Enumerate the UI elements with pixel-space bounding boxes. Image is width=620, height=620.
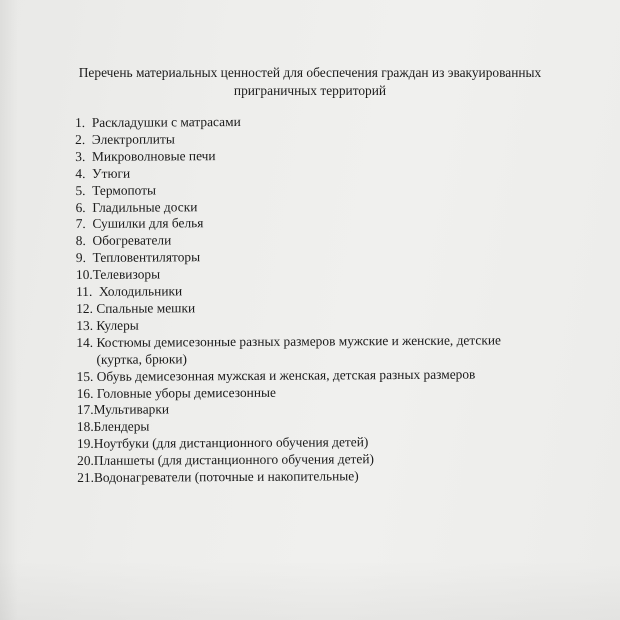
list-item-text: Обогреватели bbox=[92, 232, 172, 249]
list-item-number: 1. bbox=[75, 114, 86, 130]
list-item-continuation: (куртка, брюки) bbox=[96, 351, 187, 367]
list-item-number: 14. bbox=[76, 334, 94, 350]
list-item-text: Кулеры bbox=[96, 317, 139, 333]
list-item-text: Спальные мешки bbox=[96, 300, 196, 316]
list-item-text: Тепловентиляторы bbox=[92, 249, 201, 266]
list-item-text: Термопоты bbox=[92, 182, 157, 198]
list-item-text: Блендеры bbox=[93, 418, 150, 435]
list-item-text: Мультиварки bbox=[93, 401, 170, 418]
list-item-number: 4. bbox=[75, 165, 86, 181]
list-item-text: Микроволновые печи bbox=[91, 147, 216, 164]
list-item-number: 7. bbox=[75, 216, 86, 232]
list-item-number: 17. bbox=[76, 402, 94, 418]
list-item-text: Ноутбуки (для дистанционного обучения детей) bbox=[93, 434, 369, 452]
list-item-text: Планшеты (для дистанционного обучения детей) bbox=[93, 451, 374, 469]
list-item-text: Водонагреватели (поточные и накопительные) bbox=[93, 468, 359, 485]
list-item-number: 6. bbox=[75, 199, 86, 215]
list-item-number: 15. bbox=[76, 368, 94, 384]
list-item-text: Холодильники bbox=[98, 283, 183, 299]
paper-shadow-left bbox=[0, 0, 18, 620]
list-item-number: 10. bbox=[75, 267, 93, 283]
list-item-text: Электроплиты bbox=[91, 131, 175, 147]
list-item-text: Головные уборы демисезонные bbox=[96, 384, 276, 401]
paper-shadow-bottom bbox=[0, 560, 620, 620]
document-title-line-1: Перечень материальных ценностей для обеспечения граждан из эвакуированных bbox=[78, 65, 542, 80]
list-item-number: 16. bbox=[76, 385, 94, 401]
list-item-number: 9. bbox=[75, 250, 86, 266]
list-item-text: Телевизоры bbox=[92, 266, 161, 283]
list-item-text: Раскладушки с матрасами bbox=[91, 113, 241, 130]
list-item-text: Гладильные доски bbox=[92, 198, 198, 215]
list-item-number: 12. bbox=[76, 300, 93, 316]
list-item-number: 20. bbox=[77, 453, 94, 469]
document-title bbox=[40, 64, 580, 100]
list-item-number: 19. bbox=[76, 436, 94, 452]
list-item-number: 21. bbox=[77, 469, 95, 486]
list-item bbox=[77, 467, 597, 487]
list-item-number: 11. bbox=[76, 283, 93, 300]
list-item bbox=[76, 332, 596, 369]
items-list bbox=[75, 112, 597, 487]
list-item-number: 18. bbox=[76, 419, 94, 435]
list-item-text: Утюги bbox=[92, 165, 131, 181]
list-item-number: 8. bbox=[75, 233, 86, 249]
list-item-number: 2. bbox=[75, 131, 86, 147]
list-item-text: Обувь демисезонная мужская и женская, детская разных размеров bbox=[96, 366, 476, 384]
list-item-text: Костюмы демисезонные разных размеров мужские и женские, детские bbox=[96, 332, 501, 350]
list-item-number: 5. bbox=[75, 182, 86, 198]
list-item-number: 13. bbox=[76, 317, 94, 333]
document-title-line-2: приграничных территорий bbox=[233, 83, 387, 98]
list-item-text: Сушилки для белья bbox=[92, 215, 204, 232]
list-item-number: 3. bbox=[75, 148, 86, 164]
